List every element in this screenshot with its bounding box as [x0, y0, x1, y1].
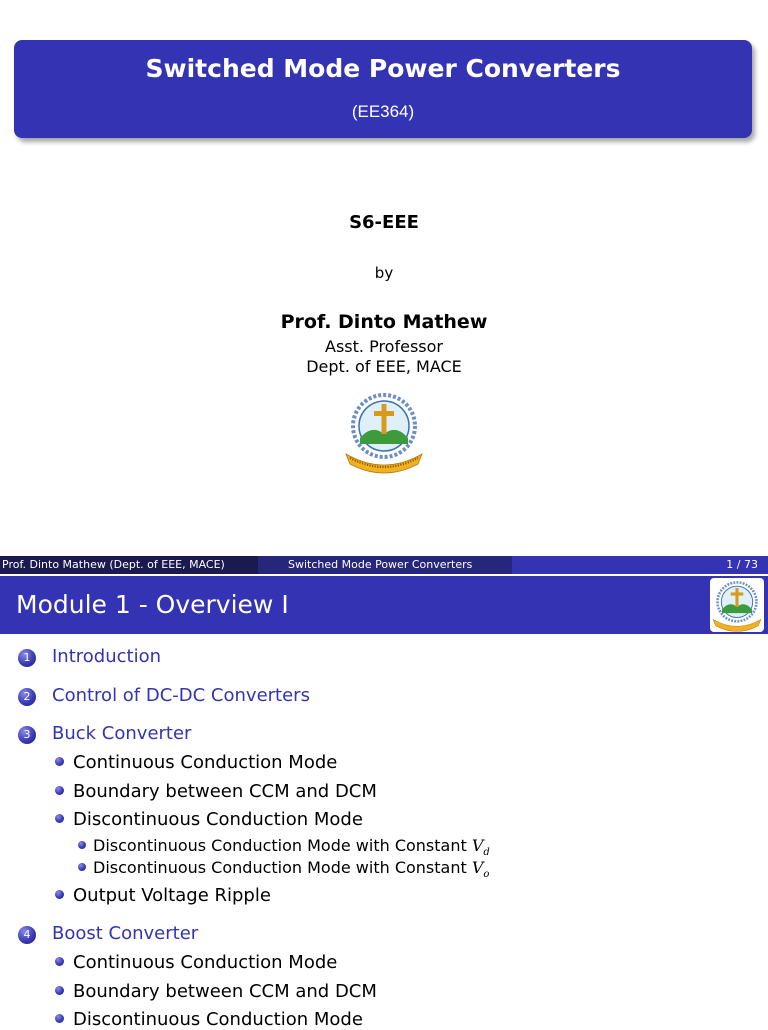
author-dept: Dept. of EEE, MACE [306, 357, 462, 376]
toc-subsubsection[interactable]: Discontinuous Conduction Mode with Constant $V_d$ [78, 836, 490, 858]
presentation-title: Switched Mode Power Converters [145, 54, 621, 83]
bullet-icon [55, 986, 64, 995]
bullet-icon [55, 757, 64, 766]
toc-subsection[interactable]: Boundary between CCM and DCM [55, 981, 377, 1002]
section-label: Boost Converter [52, 923, 199, 944]
college-emblem-cross-icon [342, 388, 426, 474]
course-name: S6-EEE [349, 212, 419, 233]
toc-subsection[interactable]: Output Voltage Ripple [55, 885, 271, 906]
title-box [14, 40, 752, 138]
section-number-badge: 1 [18, 649, 36, 667]
bullet-icon [78, 841, 86, 849]
toc-subsection[interactable]: Discontinuous Conduction Mode [55, 809, 363, 830]
frame-title-bar [0, 576, 768, 634]
toc-subsection[interactable]: Boundary between CCM and DCM [55, 781, 377, 802]
footer-page-number: 1 / 73 [512, 556, 768, 574]
bullet-icon [55, 814, 64, 823]
section-label: Buck Converter [52, 723, 192, 744]
toc-subsection[interactable]: Continuous Conduction Mode [55, 952, 337, 973]
author-role: Asst. Professor [325, 337, 443, 356]
college-emblem-small-icon [710, 578, 764, 632]
section-number-badge: 2 [18, 688, 36, 706]
section-number-badge: 4 [18, 926, 36, 944]
by-label: by [374, 264, 394, 282]
section-label: Control of DC-DC Converters [52, 685, 310, 706]
bullet-icon [55, 1014, 64, 1023]
bullet-icon [78, 863, 86, 871]
author-name: Prof. Dinto Mathew [280, 311, 488, 333]
toc-subsection[interactable]: Continuous Conduction Mode [55, 752, 337, 773]
toc-subsection[interactable]: Discontinuous Conduction Mode [55, 1009, 363, 1030]
bullet-icon [55, 890, 64, 899]
course-code: (EE364) [351, 102, 415, 121]
footer-author: Prof. Dinto Mathew (Dept. of EEE, MACE) [0, 556, 258, 574]
toc-subsubsection[interactable]: Discontinuous Conduction Mode with Constant $V_o$ [78, 858, 489, 880]
section-label: Introduction [52, 646, 162, 667]
section-number-badge: 3 [18, 726, 36, 744]
frame-title: Module 1 - Overview I [16, 590, 289, 619]
bullet-icon [55, 957, 64, 966]
footer-title: Switched Mode Power Converters [258, 556, 512, 574]
slide-footer [0, 556, 768, 574]
bullet-icon [55, 786, 64, 795]
